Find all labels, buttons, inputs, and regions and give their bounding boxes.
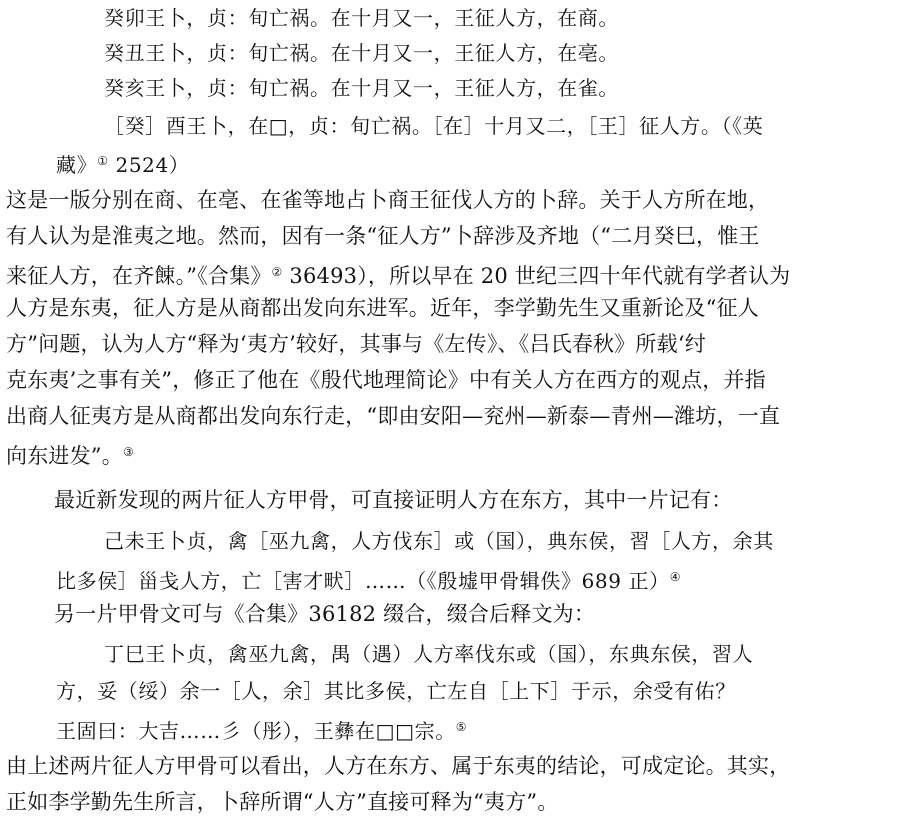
para1-line-7 — [6, 402, 898, 430]
inscription3-line-1 — [104, 640, 898, 668]
text: 丁巳王卜贞，禽巫九禽，禺（遇）人方率伐东或（国），东典东侯，習人 — [104, 642, 754, 666]
text: 方”问题，认为人方“释为‘夷方’较好，其事与《左传》、《吕氏春秋》所载‘纣 — [6, 332, 706, 356]
text: 有人认为是淮夷之地。然而，因有一条“征人方”卜辞涉及齐地（“二月癸巳，惟王 — [6, 224, 760, 248]
text: 正如李学勤先生所言，卜辞所谓“人方”直接可释为“夷方”。 — [6, 790, 559, 814]
para1-line-5 — [6, 330, 898, 358]
inscription2-line-2 — [56, 563, 898, 595]
para1-line-3 — [6, 258, 898, 290]
text: 己未王卜贞，禽［巫九禽，人方伐东］或（国），典东侯，習［人方，余其 — [104, 529, 774, 553]
text: 克东夷’之事有关”，修正了他在《殷代地理简论》中有关人方在西方的观点，并指 — [6, 368, 766, 392]
para1-line-8 — [6, 438, 898, 470]
para1-line-2 — [6, 222, 898, 250]
para4-line-1 — [6, 752, 898, 780]
footnote-marker: ③ — [122, 445, 134, 459]
footnote-marker: ④ — [669, 570, 682, 584]
inscription-line-1 — [104, 4, 898, 32]
para3-line-1 — [54, 600, 898, 628]
text: 癸卯王卜，贞：旬亡祸。在十月又一，王征人方，在商。 — [104, 6, 619, 30]
para4-line-2 — [6, 788, 898, 816]
footnote-marker: ① — [97, 154, 109, 168]
text: 藏》 — [56, 153, 98, 177]
text: ［癸］酉王卜，在□，贞：旬亡祸。［在］十月又二，［王］征人方。（《英 — [104, 114, 764, 138]
text: 王固曰：大吉……彡（彤），王彝在□□宗。 — [56, 719, 456, 743]
inscription2-line-1 — [104, 527, 898, 555]
footnote-marker: ② — [271, 265, 283, 279]
inscription-line-3 — [104, 74, 898, 102]
inscription3-line-2 — [56, 677, 898, 705]
para1-line-1 — [6, 186, 898, 214]
text: 癸丑王卜，贞：旬亡祸。在十月又一，王征人方，在亳。 — [104, 41, 619, 65]
text: 出商人征夷方是从商都出发向东行走，“即由安阳—兖州—新泰—青州—潍坊，一直 — [6, 404, 781, 428]
text: 方，妥（绥）余一［人，余］其比多侯，亡左自［上下］于示，余受有佑？ — [56, 679, 736, 703]
para2-line-1 — [54, 486, 898, 514]
text: 2524） — [108, 153, 190, 177]
text: 另一片甲骨文可与《合集》36182 缀合，缀合后释文为： — [54, 602, 596, 626]
inscription-line-5 — [56, 147, 898, 179]
text: 由上述两片征人方甲骨可以看出，人方在东方、属于东夷的结论，可成定论。其实， — [6, 754, 791, 778]
inscription-line-4 — [104, 112, 898, 140]
para1-line-6 — [6, 366, 898, 394]
footnote-marker: ⑤ — [455, 720, 468, 734]
text: 人方是东夷，征人方是从商都出发向东进军。近年，李学勤先生又重新论及“征人 — [6, 296, 759, 320]
text: 最近新发现的两片征人方甲骨，可直接证明人方在东方，其中一片记有： — [54, 488, 733, 512]
text: 来征人方，在齐餗。”《合集》 — [6, 264, 272, 288]
text: 这是一版分别在商、在亳、在雀等地占卜商王征伐人方的卜辞。关于人方所在地， — [6, 188, 770, 212]
text: 比多侯］甾戋人方，亡［害才畎］……（《殷墟甲骨辑佚》689 正） — [56, 569, 670, 593]
inscription3-line-3 — [56, 713, 898, 745]
para1-line-4 — [6, 294, 898, 322]
inscription-line-2 — [104, 39, 898, 67]
text: 癸亥王卜，贞：旬亡祸。在十月又一，王征人方，在雀。 — [104, 76, 619, 100]
text: 向东进发”。 — [6, 444, 123, 468]
text: 36493），所以早在 20 世纪三四十年代就有学者认为 — [282, 264, 791, 288]
